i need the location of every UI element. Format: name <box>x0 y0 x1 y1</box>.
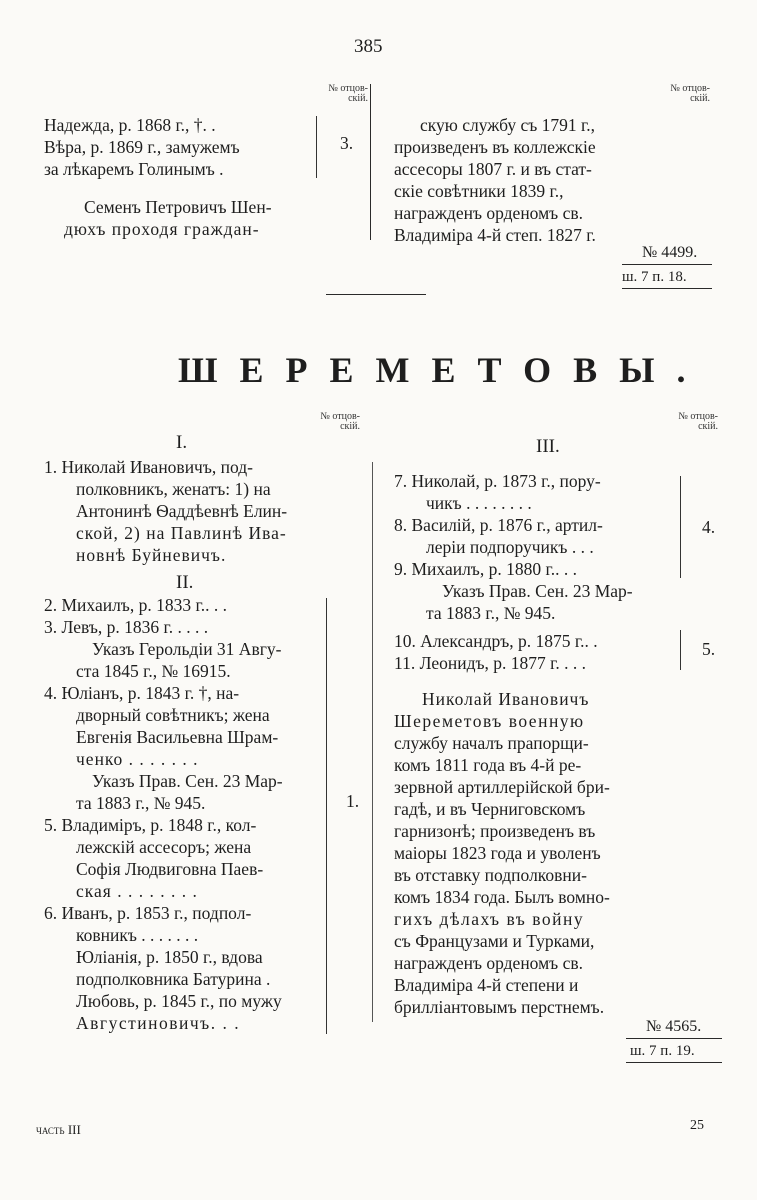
father-number: 4. <box>702 517 716 537</box>
paragraph-line: Шереметовъ военную <box>394 711 585 731</box>
sheet-underline <box>626 1062 722 1063</box>
section-rule <box>326 294 426 295</box>
list-item: 4. Юліанъ, р. 1843 г. †, на- <box>44 683 240 703</box>
list-item: за лѣкаремъ Голинымъ . <box>44 159 224 179</box>
paragraph-line: гарнизонѣ; произведенъ въ <box>394 821 596 841</box>
list-item: Указъ Прав. Сен. 23 Мар- <box>92 771 283 791</box>
entry-line: Антонинѣ Ѳаддѣевнѣ Елин- <box>76 501 288 521</box>
list-item: Евгенія Васильевна Шрам- <box>76 727 279 747</box>
paragraph-line: произведенъ въ коллежскіе <box>394 137 596 157</box>
paragraph-line: брилліантовымъ перстнемъ. <box>394 997 605 1017</box>
list-item: ская . . . . . . . . <box>76 881 198 901</box>
record-number: № 4499. <box>642 244 698 261</box>
list-item: 5. Владиміръ, р. 1848 г., кол- <box>44 815 257 835</box>
entry-line: 1. Николай Ивановичъ, под- <box>44 457 254 477</box>
paragraph-line: Владиміра 4-й степ. 1827 г. <box>394 225 596 245</box>
entry-line: новнѣ Буйневичъ. <box>76 545 227 565</box>
list-item: Юліанія, р. 1850 г., вдова <box>76 947 263 967</box>
section-heading-2: II. <box>176 572 194 593</box>
sheet-reference: ш. 7 п. 18. <box>622 269 687 285</box>
paragraph-line: комъ 1811 года въ 4-й ре- <box>394 755 582 775</box>
list-item: лежскій ассесоръ; жена <box>76 837 252 857</box>
brace <box>680 476 681 578</box>
family-title: ШЕРЕМЕТОВЫ. <box>178 350 708 390</box>
column-divider <box>370 84 371 240</box>
list-item: дворный совѣтникъ; жена <box>76 705 270 725</box>
list-item: Любовь, р. 1845 г., по мужу <box>76 991 282 1011</box>
entry-1 <box>44 456 326 566</box>
list-item: 9. Михаилъ, р. 1880 г.. . . <box>394 559 577 579</box>
paragraph-line: маіоры 1823 года и уволенъ <box>394 843 601 863</box>
list-item: 7. Николай, р. 1873 г., пору- <box>394 471 601 491</box>
brace <box>316 116 317 178</box>
paragraph-line: награжденъ орденомъ св. <box>394 953 584 973</box>
record-number: № 4565. <box>646 1018 702 1035</box>
brace <box>680 630 681 670</box>
list-item: Надежда, р. 1868 г., †. . <box>44 115 216 135</box>
paragraph-line: въ отставку подполковни- <box>394 865 587 885</box>
paragraph-line: награжденъ орденомъ св. <box>394 203 584 223</box>
entry-line: полковникъ, женатъ: 1) на <box>76 479 271 499</box>
sheet-underline <box>622 288 712 289</box>
list-item: Вѣра, р. 1869 г., замужемъ <box>44 137 240 157</box>
list-item: 11. Леонидъ, р. 1877 г. . . . <box>394 653 587 673</box>
top-left-paragraph <box>44 196 326 240</box>
list-item: та 1883 г., № 945. <box>76 793 206 813</box>
father-number: 5. <box>702 639 716 659</box>
paragraph-line: Семенъ Петровичъ Шен- <box>84 197 272 217</box>
column-divider <box>372 462 373 1022</box>
column-label: № отцов- скій. <box>670 83 710 104</box>
list-item: ковникъ . . . . . . . <box>76 925 199 945</box>
list-item: 2. Михаилъ, р. 1833 г.. . . <box>44 595 227 615</box>
entry-line: ской, 2) на Павлинѣ Ива- <box>76 523 287 543</box>
list-item: Софія Людвиговна Паев- <box>76 859 264 879</box>
biography-paragraph <box>394 688 680 1018</box>
section-heading-1: I. <box>176 432 188 453</box>
list-item: 10. Александръ, р. 1875 г.. . <box>394 631 598 651</box>
entries-list-right <box>394 470 680 674</box>
list-item: 6. Иванъ, р. 1853 г., подпол- <box>44 903 252 923</box>
father-number: 3. <box>340 133 354 153</box>
paragraph-line: съ Французами и Турками, <box>394 931 595 951</box>
list-item: Указъ Прав. Сен. 23 Мар- <box>442 581 633 601</box>
paragraph-line: ассесоры 1807 г. и въ стат- <box>394 159 592 179</box>
paragraph-line: дюхъ проходя граждан- <box>64 219 260 239</box>
paragraph-line: гихъ дѣлахъ въ войну <box>394 909 585 929</box>
paragraph-line: службу началъ прапорщи- <box>394 733 589 753</box>
list-item: Указъ Герольдіи 31 Авгу- <box>92 639 282 659</box>
list-item: Августиновичъ. . . <box>76 1013 241 1033</box>
list-item: ченко . . . . . . . <box>76 749 199 769</box>
list-item: 3. Левъ, р. 1836 г. . . . . <box>44 617 209 637</box>
top-left-list <box>44 114 326 180</box>
paragraph-line: скіе совѣтники 1839 г., <box>394 181 564 201</box>
entries-list <box>44 594 326 1034</box>
list-item: чикъ . . . . . . . . <box>426 493 532 513</box>
top-right-paragraph <box>394 114 680 246</box>
paragraph-line: Владиміра 4-й степени и <box>394 975 579 995</box>
father-number: 1. <box>346 791 360 811</box>
list-item: 8. Василій, р. 1876 г., артил- <box>394 515 603 535</box>
section-heading-3: III. <box>536 436 560 457</box>
page-number: 385 <box>354 36 383 57</box>
column-label: № отцов- скій. <box>320 411 360 432</box>
paragraph-line: комъ 1834 года. Былъ вомно- <box>394 887 610 907</box>
list-item: та 1883 г., № 945. <box>426 603 556 623</box>
paragraph-line: скую службу съ 1791 г., <box>420 115 595 135</box>
paragraph-line: зервной артиллерійской бри- <box>394 777 610 797</box>
paragraph-line: гадѣ, и въ Черниговскомъ <box>394 799 586 819</box>
column-label: № отцов- скій. <box>328 83 368 104</box>
record-underline <box>626 1038 722 1039</box>
list-item: подполковника Батурина . <box>76 969 271 989</box>
paragraph-line: Николай Ивановичъ <box>422 689 590 709</box>
column-label: № отцов- скій. <box>678 411 718 432</box>
footer-signature-number: 25 <box>690 1118 704 1133</box>
list-item: леріи подпоручикъ . . . <box>426 537 594 557</box>
list-item: ста 1845 г., № 16915. <box>76 661 231 681</box>
footer-part-label: часть III <box>36 1122 81 1137</box>
sheet-reference: ш. 7 п. 19. <box>630 1043 695 1059</box>
brace <box>326 598 327 1034</box>
record-underline <box>622 264 712 265</box>
